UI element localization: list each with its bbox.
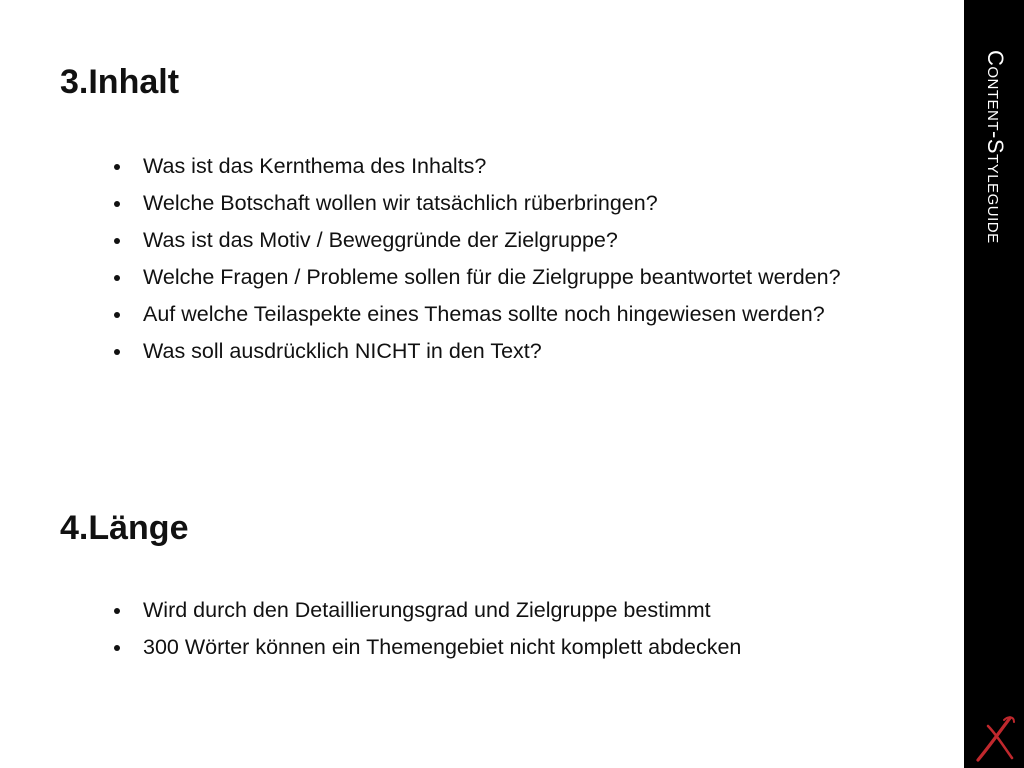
bullet-list-inhalt (112, 152, 912, 374)
bullet-item: Was soll ausdrücklich NICHT in den Text? (112, 337, 912, 366)
bullet-item: Was ist das Kernthema des Inhalts? (112, 152, 912, 181)
section-title-laenge: 4.Länge (60, 509, 189, 547)
bullet-item: Welche Botschaft wollen wir tatsächlich rüberbringen? (112, 189, 912, 218)
bullet-item: Wird durch den Detaillierungsgrad und Zielgruppe bestimmt (112, 596, 912, 625)
section-title-inhalt: 3.Inhalt (60, 63, 180, 101)
sidebar (964, 0, 1024, 768)
sidebar-title: Content-Styleguide (983, 50, 1008, 244)
bullet-item: Was ist das Motiv / Beweggründe der Zielgruppe? (112, 226, 912, 255)
bullet-item: Welche Fragen / Probleme sollen für die Zielgruppe beantwortet werden? (112, 263, 912, 292)
red-x-logo-icon (974, 712, 1018, 764)
bullet-item: Auf welche Teilaspekte eines Themas sollte noch hingewiesen werden? (112, 300, 912, 329)
bullet-list-laenge (112, 596, 912, 670)
bullet-item: 300 Wörter können ein Themengebiet nicht komplett abdecken (112, 633, 912, 662)
